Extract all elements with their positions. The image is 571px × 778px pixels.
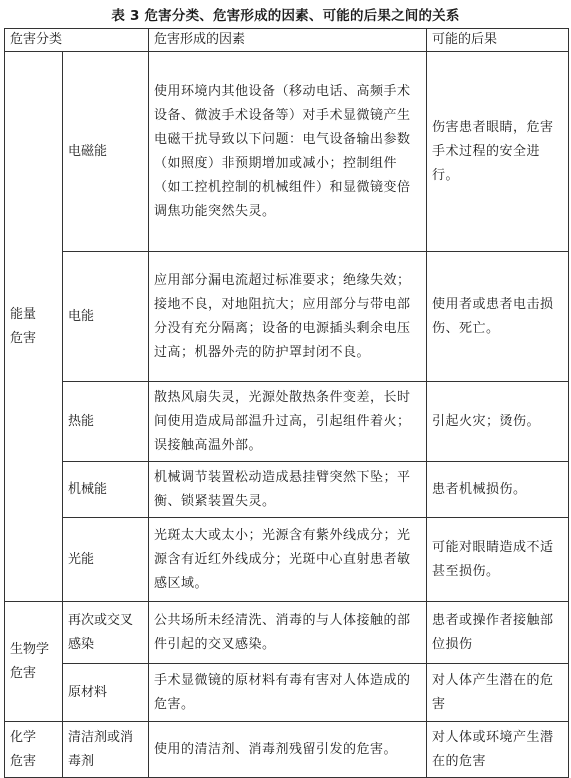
consequence-cell: 伤害患者眼睛，危害手术过程的安全进行。 (427, 52, 569, 252)
subcategory-cell: 再次或交叉感染 (63, 602, 149, 664)
table-row (5, 462, 569, 518)
table-row (5, 382, 569, 462)
category-cell (5, 52, 63, 602)
category-label-line: 危害 (10, 330, 37, 346)
category-label-line: 生物学 (10, 641, 50, 657)
factors-cell: 光斑太大或太小；光源含有紫外线成分；光源含有近红外线成分；光斑中心直射患者敏感区域。 (149, 518, 427, 602)
table-row (5, 518, 569, 602)
subcategory-cell: 热能 (63, 382, 149, 462)
header-consequence: 可能的后果 (427, 29, 569, 52)
table-row (5, 602, 569, 664)
category-label-line: 危害 (10, 665, 37, 681)
factors-cell: 应用部分漏电流超过标准要求；绝缘失效；接地不良，对地阻抗大；应用部分与带电部分没有充分隔离；设备的电源插头剩余电压过高；机器外壳的防护罩封闭不良。 (149, 252, 427, 382)
consequence-cell: 对人体或环境产生潜在的危害 (427, 722, 569, 778)
table-row (5, 52, 569, 252)
subcategory-cell: 电磁能 (63, 52, 149, 252)
category-label-line: 化学 (10, 729, 37, 745)
factors-cell: 机械调节装置松动造成悬挂臂突然下坠；平衡、锁紧装置失灵。 (149, 462, 427, 518)
subcategory-cell: 清洁剂或消毒剂 (63, 722, 149, 778)
subcategory-cell: 机械能 (63, 462, 149, 518)
consequence-cell: 患者或操作者接触部位损伤 (427, 602, 569, 664)
table-header-row (5, 29, 569, 52)
factors-cell: 散热风扇失灵，光源处散热条件变差，长时间使用造成局部温升过高，引起组件着火；误接触高温外部。 (149, 382, 427, 462)
consequence-cell: 使用者或患者电击损伤、死亡。 (427, 252, 569, 382)
consequence-cell: 引起火灾；烫伤。 (427, 382, 569, 462)
subcategory-cell: 光能 (63, 518, 149, 602)
consequence-cell: 患者机械损伤。 (427, 462, 569, 518)
subcategory-cell: 原材料 (63, 664, 149, 722)
factors-cell: 手术显微镜的原材料有毒有害对人体造成的危害。 (149, 664, 427, 722)
category-cell (5, 722, 63, 778)
category-label-line: 能量 (10, 306, 37, 322)
consequence-cell: 可能对眼睛造成不适甚至损伤。 (427, 518, 569, 602)
table-title: 表 3 危害分类、危害形成的因素、可能的后果之间的关系 (111, 8, 460, 24)
consequence-cell: 对人体产生潜在的危害 (427, 664, 569, 722)
table-row (5, 252, 569, 382)
factors-cell: 使用环境内其他设备（移动电话、高频手术设备、微波手术设备等）对手术显微镜产生电磁干扰导致以下问题：电气设备输出参数（如照度）非预期增加或减小；控制组件（如工控机控制的机械组件）和显微镜变倍调焦功能突然失灵。 (149, 52, 427, 252)
table-row (5, 722, 569, 778)
category-label-line: 危害 (10, 753, 37, 769)
subcategory-cell: 电能 (63, 252, 149, 382)
table-row (5, 664, 569, 722)
header-factors: 危害形成的因素 (149, 29, 427, 52)
category-cell (5, 602, 63, 722)
header-category: 危害分类 (5, 29, 149, 52)
factors-cell: 使用的清洁剂、消毒剂残留引发的危害。 (149, 722, 427, 778)
factors-cell: 公共场所未经清洗、消毒的与人体接触的部件引起的交叉感染。 (149, 602, 427, 664)
hazard-table (4, 28, 569, 778)
